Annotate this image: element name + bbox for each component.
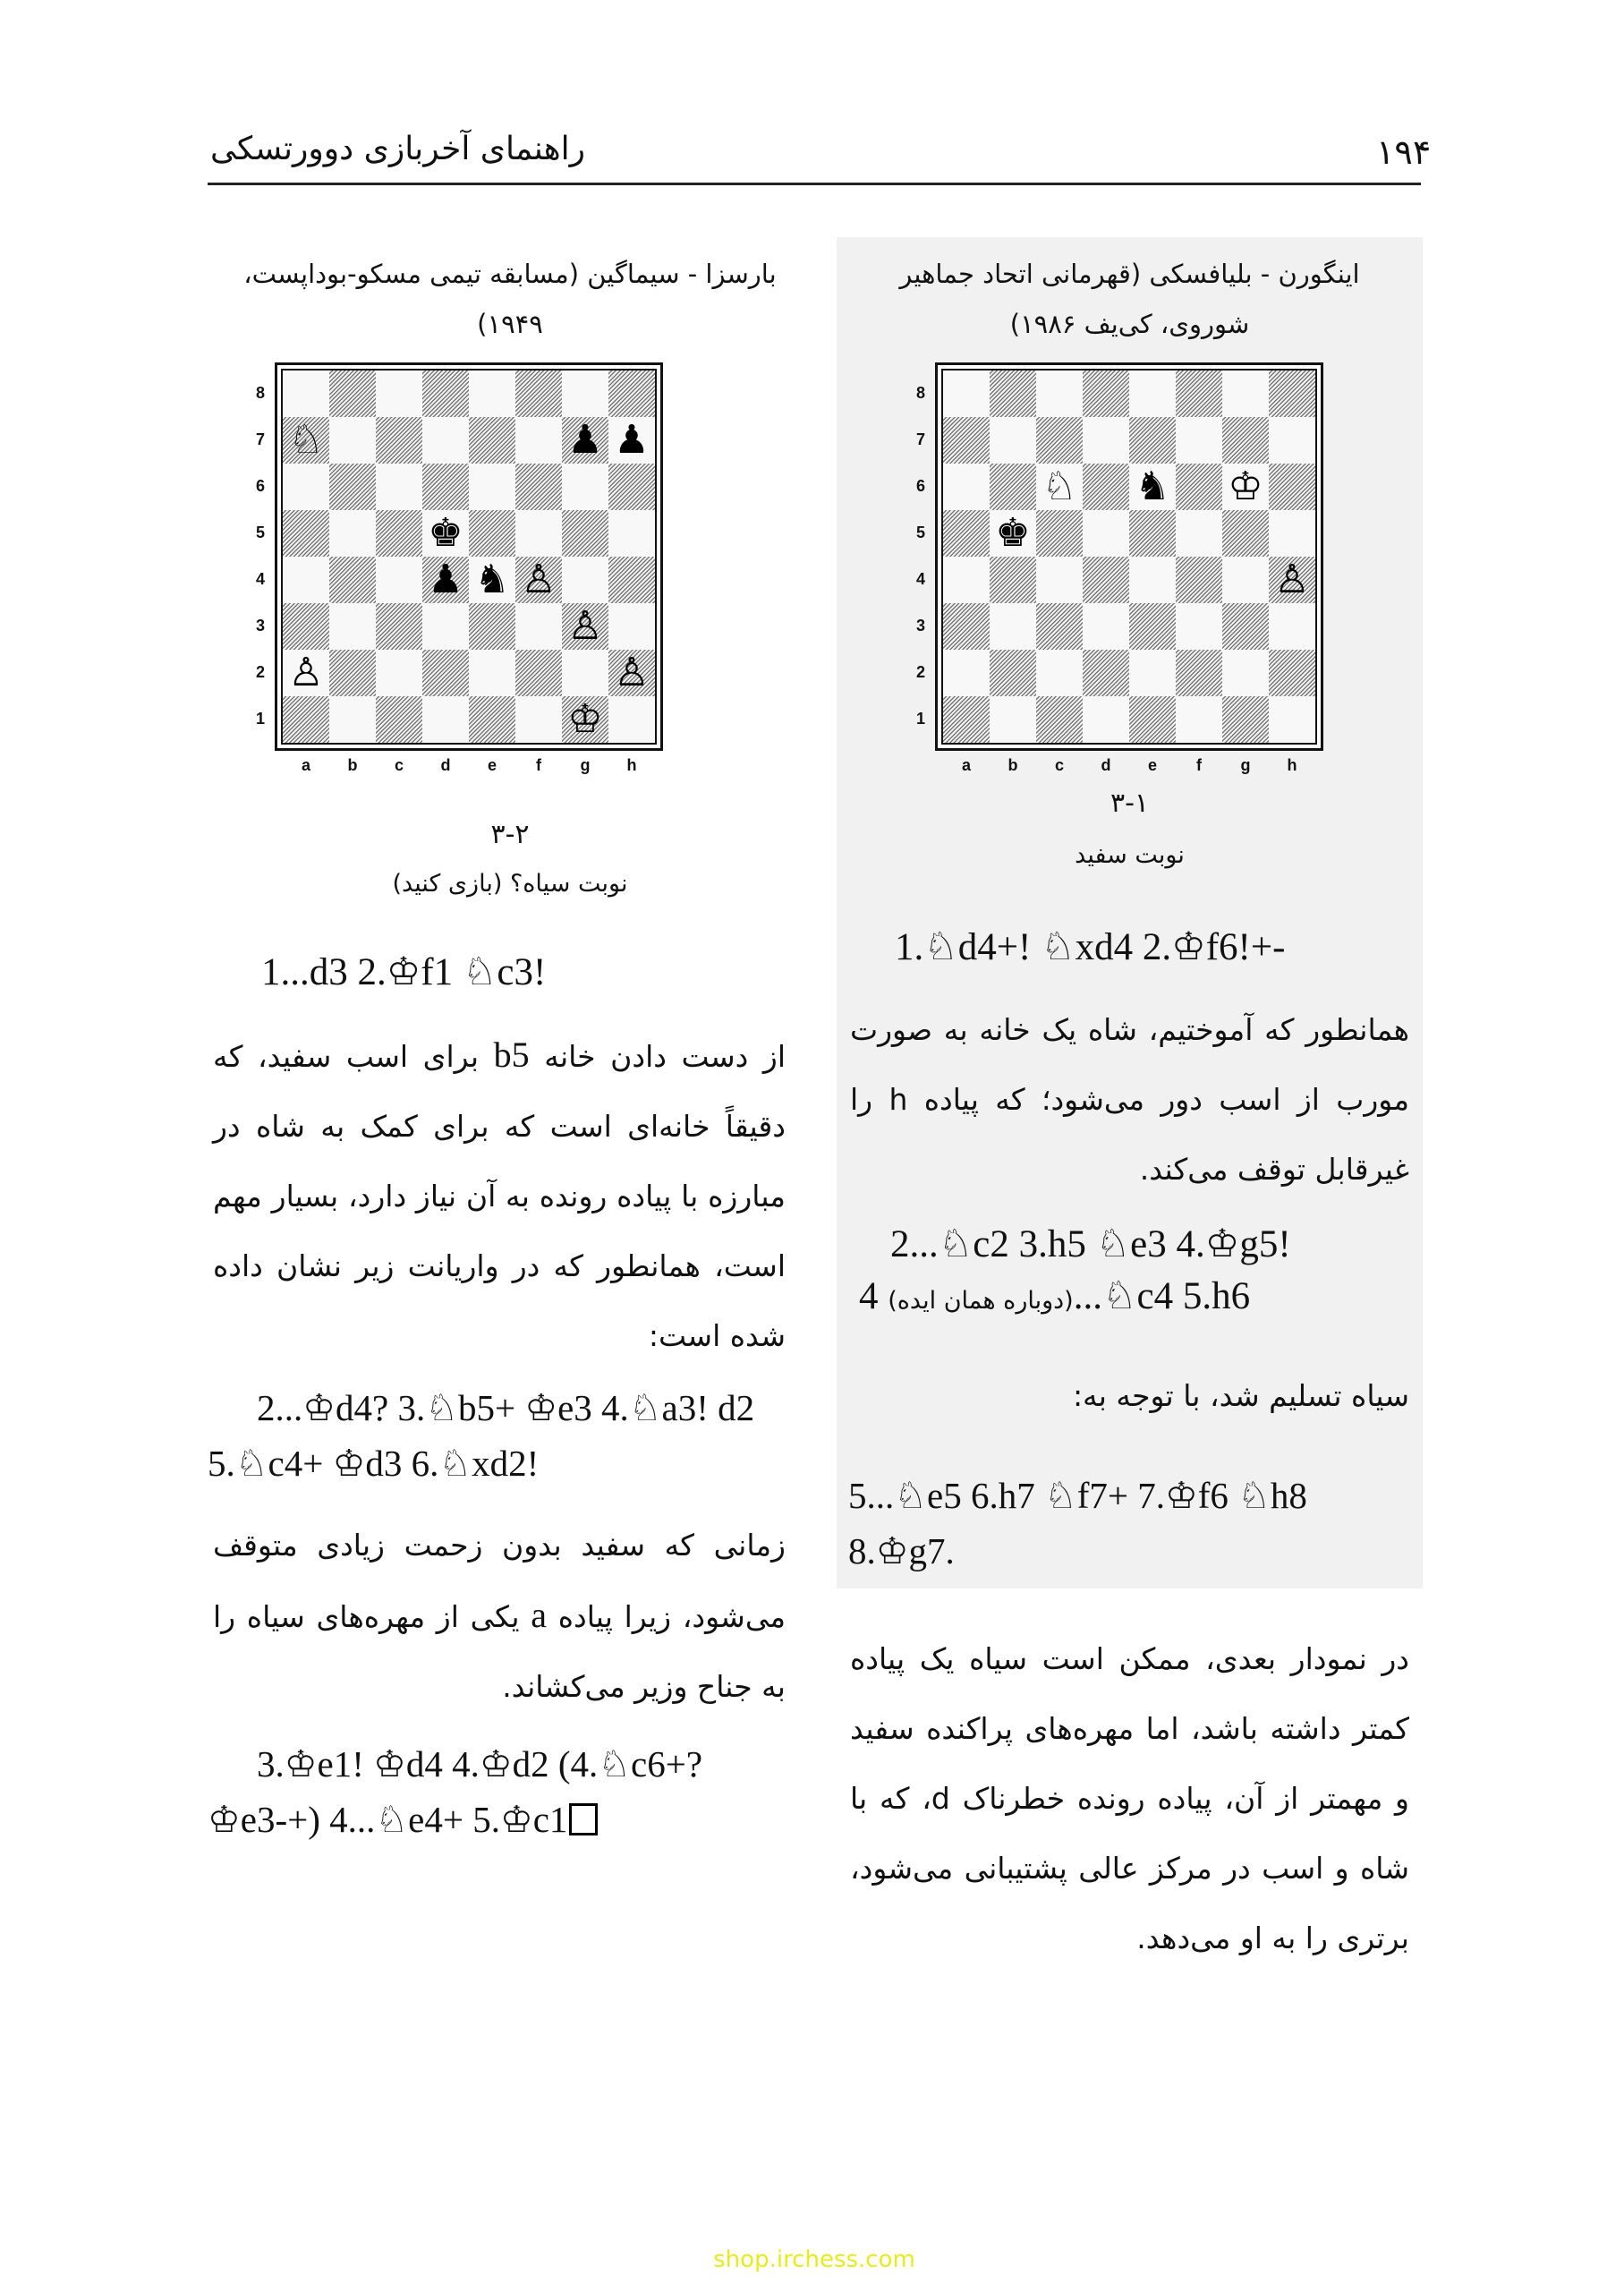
square-b5 [990, 510, 1036, 557]
file-reference: a [531, 1595, 547, 1635]
only-move-square-icon [569, 1803, 598, 1835]
square-d2 [422, 650, 469, 696]
square-a4 [283, 557, 329, 603]
square-g7 [1222, 417, 1269, 464]
square-b2 [990, 650, 1036, 696]
square-h1 [608, 696, 655, 743]
square-c4 [376, 557, 422, 603]
rank-label: 3 [915, 617, 925, 634]
square-g4 [1222, 557, 1269, 603]
game-caption-line2: شوروی، کی‌یف ۱۹۸۶) [1009, 309, 1250, 339]
paragraph-1: همانطور که آموختیم، شاه یک خانه به صورت مورب از اسب دور می‌شود؛ که پیاده h را غیرقابل توقف می‌کند. [850, 1012, 1409, 1187]
square-d1 [422, 696, 469, 743]
square-e1 [469, 696, 515, 743]
black-king-icon: ♚ [995, 510, 1031, 556]
white-king-icon: ♔ [567, 696, 603, 742]
square-a6 [283, 464, 329, 510]
square-f6 [1176, 464, 1222, 510]
square-e7 [1129, 417, 1176, 464]
square-g7 [562, 417, 608, 464]
square-b8 [329, 370, 376, 417]
variation-moves: 4...♘c4 5.h6 [859, 1275, 1251, 1317]
square-e8 [469, 370, 515, 417]
file-label: g [1240, 756, 1251, 774]
square-c6 [376, 464, 422, 510]
square-g6 [1222, 464, 1269, 510]
white-pawn-icon: ♙ [521, 557, 557, 602]
move-sequence-2: 2...♔d4? 3.♘b5+ ♔e3 4.♘a3! d2 5.♘c4+ ♔d3 6.♘xd2! [208, 1387, 755, 1484]
move-sequence-1: 1.♘d4+! ♘xd4 2.♔f6!+- [895, 926, 1286, 968]
file-label: e [487, 756, 497, 774]
square-a2 [943, 650, 990, 696]
paragraph-text: از دست دادن خانه [544, 1039, 786, 1074]
square-a8 [943, 370, 990, 417]
square-b1 [329, 696, 376, 743]
square-c3 [376, 603, 422, 650]
square-a6 [943, 464, 990, 510]
paragraph-3: در نمودار بعدی، ممکن است سیاه یک پیاده کمتر داشته باشد، اما مهره‌های پراکنده سفید و مهمتر از آن، پیاده رونده خطرناک d، که با شاه و اسب در مرکز عالی پشتیبانی می‌شود، برتری را به او می‌دهد. [850, 1641, 1409, 1955]
square-f8 [1176, 370, 1222, 417]
square-e5 [1129, 510, 1176, 557]
square-a3 [943, 603, 990, 650]
square-a2 [283, 650, 329, 696]
square-a5 [943, 510, 990, 557]
square-g5 [1222, 510, 1269, 557]
square-c4 [1036, 557, 1083, 603]
square-g2 [562, 650, 608, 696]
square-f1 [515, 696, 562, 743]
rank-label: 4 [915, 570, 925, 588]
square-g5 [562, 510, 608, 557]
square-c2 [1036, 650, 1083, 696]
book-title: راهنمای آخربازی دوورتسکی [210, 131, 585, 167]
square-b5 [329, 510, 376, 557]
file-label: a [301, 756, 310, 774]
square-a1 [943, 696, 990, 743]
square-e1 [1129, 696, 1176, 743]
side-to-move: نوبت سفید [1075, 841, 1185, 869]
square-e3 [1129, 603, 1176, 650]
square-g3 [1222, 603, 1269, 650]
square-g2 [1222, 650, 1269, 696]
game-caption-line2: ۱۹۴۹) [477, 309, 543, 339]
square-d5 [1083, 510, 1129, 557]
square-a3 [283, 603, 329, 650]
square-g8 [562, 370, 608, 417]
rank-label: 4 [255, 570, 265, 588]
move-sequence-3 [208, 1736, 780, 1847]
square-a7 [283, 417, 329, 464]
square-a5 [283, 510, 329, 557]
paragraph-text: برای اسب سفید، که دقیقاً خانه‌ای است که برای کمک به شاه در مبارزه با پیاده رونده به آن نیاز دارد، بسیار مهم است، همانطور که در واریانت زیر نشان داده شده است: [213, 1039, 786, 1353]
square-c8 [1036, 370, 1083, 417]
header-divider [208, 183, 1421, 185]
variation-note: (دوباره همان ایده) [888, 1287, 1074, 1315]
square-h6 [608, 464, 655, 510]
rank-label: 2 [915, 663, 925, 681]
file-label: e [1147, 756, 1157, 774]
file-label: d [440, 756, 451, 774]
square-a8 [283, 370, 329, 417]
square-d5 [422, 510, 469, 557]
square-f2 [515, 650, 562, 696]
square-h7 [608, 417, 655, 464]
square-h4 [1269, 557, 1315, 603]
paragraph-text: زمانی که سفید بدون زحمت زیادی متوقف می‌شود، زیرا پیاده [213, 1528, 786, 1634]
square-g8 [1222, 370, 1269, 417]
page-number: ۱۹۴ [1376, 132, 1432, 172]
square-d7 [1083, 417, 1129, 464]
paragraph-text: یکی از مهره‌های سیاه را به جناح وزیر می‌کشاند. [213, 1599, 786, 1704]
watermark-link[interactable]: shop.irchess.com [713, 2246, 915, 2273]
file-label: c [1054, 756, 1064, 774]
move-sequence-2-continued [859, 1269, 1250, 1329]
chessboard [281, 369, 657, 745]
game-caption-left [210, 249, 810, 349]
square-b3 [990, 603, 1036, 650]
square-b6 [329, 464, 376, 510]
square-e2 [469, 650, 515, 696]
square-c7 [1036, 417, 1083, 464]
square-d3 [1083, 603, 1129, 650]
square-e6 [469, 464, 515, 510]
black-pawn-icon: ♟ [614, 417, 650, 463]
square-d2 [1083, 650, 1129, 696]
square-b3 [329, 603, 376, 650]
square-d4 [422, 557, 469, 603]
square-h2 [1269, 650, 1315, 696]
square-f3 [515, 603, 562, 650]
rank-label: 8 [915, 384, 925, 402]
black-pawn-icon: ♟ [428, 557, 463, 602]
square-d6 [1083, 464, 1129, 510]
square-f5 [1176, 510, 1222, 557]
square-h3 [608, 603, 655, 650]
square-h4 [608, 557, 655, 603]
square-b7 [329, 417, 376, 464]
black-knight-icon: ♞ [474, 557, 510, 602]
square-d8 [422, 370, 469, 417]
square-b2 [329, 650, 376, 696]
rank-label: 2 [255, 663, 265, 681]
square-h5 [1269, 510, 1315, 557]
square-e8 [1129, 370, 1176, 417]
square-c7 [376, 417, 422, 464]
square-d6 [422, 464, 469, 510]
square-f7 [1176, 417, 1222, 464]
white-knight-icon: ♘ [288, 417, 324, 463]
file-label: h [626, 756, 637, 774]
square-c5 [376, 510, 422, 557]
square-e4 [1129, 557, 1176, 603]
square-g4 [562, 557, 608, 603]
square-e3 [469, 603, 515, 650]
square-f6 [515, 464, 562, 510]
black-knight-icon: ♞ [1135, 464, 1170, 509]
square-h1 [1269, 696, 1315, 743]
square-d7 [422, 417, 469, 464]
square-g1 [1222, 696, 1269, 743]
white-pawn-icon: ♙ [567, 603, 603, 649]
file-label: b [1008, 756, 1018, 774]
move-sequence-1: 1...d3 2.♔f1 ♘c3! [261, 951, 547, 993]
chessboard [941, 369, 1317, 745]
rank-label: 1 [255, 710, 265, 728]
square-a7 [943, 417, 990, 464]
black-pawn-icon: ♟ [567, 417, 603, 463]
square-c6 [1036, 464, 1083, 510]
move-sequence-3: 5...♘e5 6.h7 ♘f7+ 7.♔f6 ♘h8 8.♔g7. [848, 1475, 1307, 1571]
square-h8 [1269, 370, 1315, 417]
square-b7 [990, 417, 1036, 464]
black-king-icon: ♚ [428, 510, 463, 556]
rank-label: 3 [255, 617, 265, 634]
white-pawn-icon: ♙ [1274, 557, 1310, 602]
square-f1 [1176, 696, 1222, 743]
square-b4 [329, 557, 376, 603]
square-g3 [562, 603, 608, 650]
square-e2 [1129, 650, 1176, 696]
rank-label: 8 [255, 384, 265, 402]
file-label: a [961, 756, 971, 774]
rank-label: 7 [255, 430, 265, 448]
file-label: f [536, 756, 541, 774]
square-h3 [1269, 603, 1315, 650]
square-f4 [1176, 557, 1222, 603]
move-sequence-2: 2...♘c2 3.h5 ♘e3 4.♔g5! [890, 1223, 1291, 1265]
file-label: h [1287, 756, 1297, 774]
square-b8 [990, 370, 1036, 417]
square-b4 [990, 557, 1036, 603]
rank-label: 6 [255, 477, 265, 495]
square-f8 [515, 370, 562, 417]
rank-label: 5 [915, 524, 925, 541]
square-d8 [1083, 370, 1129, 417]
rank-label: 6 [915, 477, 925, 495]
square-e5 [469, 510, 515, 557]
square-f7 [515, 417, 562, 464]
square-f3 [1176, 603, 1222, 650]
game-caption-right [837, 249, 1423, 349]
square-d4 [1083, 557, 1129, 603]
paragraph-2: سیاه تسلیم شد، با توجه به: [1072, 1378, 1409, 1413]
square-g1 [562, 696, 608, 743]
square-h6 [1269, 464, 1315, 510]
game-caption-line1: اینگورن - بلیافسکی (قهرمانی اتحاد جماهیر [899, 259, 1360, 289]
square-d3 [422, 603, 469, 650]
square-e7 [469, 417, 515, 464]
square-a1 [283, 696, 329, 743]
white-pawn-icon: ♙ [288, 650, 324, 695]
side-to-move: نوبت سیاه؟ (بازی کنید) [392, 870, 628, 898]
square-c2 [376, 650, 422, 696]
square-c3 [1036, 603, 1083, 650]
square-c1 [376, 696, 422, 743]
square-c5 [1036, 510, 1083, 557]
square-h5 [608, 510, 655, 557]
square-h7 [1269, 417, 1315, 464]
square-b1 [990, 696, 1036, 743]
file-label: c [394, 756, 404, 774]
diagram-number: ۳-۲ [490, 819, 530, 850]
square-g6 [562, 464, 608, 510]
square-a4 [943, 557, 990, 603]
paragraph-1 [213, 1020, 786, 1371]
file-label: b [347, 756, 358, 774]
board-frame [275, 362, 663, 751]
board-frame [935, 362, 1323, 751]
file-label: f [1196, 756, 1202, 774]
square-d1 [1083, 696, 1129, 743]
white-knight-icon: ♘ [1042, 464, 1077, 509]
rank-label: 5 [255, 524, 265, 541]
square-e4 [469, 557, 515, 603]
paragraph-2 [213, 1511, 786, 1722]
white-pawn-icon: ♙ [614, 650, 650, 695]
rank-label: 1 [915, 710, 925, 728]
diagram-number: ۳-۱ [1110, 788, 1150, 819]
square-h8 [608, 370, 655, 417]
square-b6 [990, 464, 1036, 510]
square-f4 [515, 557, 562, 603]
square-reference: b5 [493, 1035, 530, 1075]
square-c1 [1036, 696, 1083, 743]
square-c8 [376, 370, 422, 417]
file-label: g [580, 756, 591, 774]
file-label: d [1101, 756, 1111, 774]
square-f2 [1176, 650, 1222, 696]
square-e6 [1129, 464, 1176, 510]
square-h2 [608, 650, 655, 696]
move-text: 3.♔e1! ♔d4 4.♔d2 (4.♘c6+? ♔e3-+) 4...♘e4+ 5.♔c1 [208, 1743, 703, 1840]
white-king-icon: ♔ [1228, 464, 1263, 509]
square-f5 [515, 510, 562, 557]
rank-label: 7 [915, 430, 925, 448]
game-caption-line1: بارسزا - سیماگین (مسابقه تیمی مسکو-بوداپست، [243, 259, 777, 289]
